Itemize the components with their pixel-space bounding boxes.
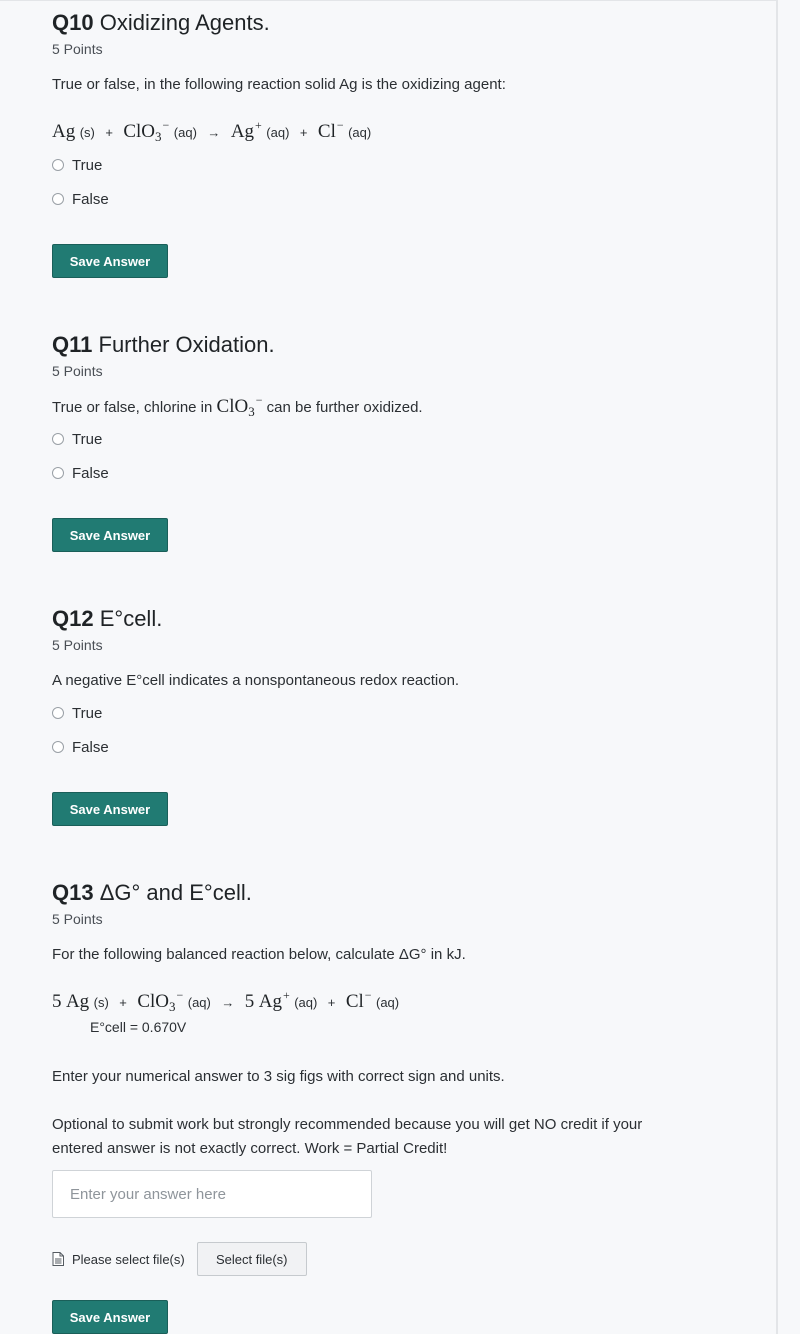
question-prompt: A negative E°cell indicates a nonspontaneous redox reaction. [52, 672, 460, 689]
question-heading: Oxidizing Agents. [99, 10, 270, 35]
save-answer-button[interactable]: Save Answer [52, 244, 168, 278]
question-11 [52, 332, 752, 380]
option-true[interactable]: True [52, 702, 102, 724]
save-answer-button[interactable]: Save Answer [52, 792, 168, 826]
work-note-line-2: entered answer is not exactly correct. Work = Partial Credit! [52, 1140, 448, 1157]
reaction-equation: 5 Ag (s) + ClO$_3$− (aq) → 5 Ag+ (aq) + Cl− (aq) [52, 988, 400, 1014]
option-true[interactable]: True [52, 428, 102, 450]
radio-button[interactable] [52, 707, 64, 719]
question-number: Q11 [52, 332, 93, 357]
save-answer-button[interactable]: Save Answer [52, 1300, 168, 1334]
question-number: Q13 [52, 880, 94, 905]
option-false[interactable]: False [52, 188, 109, 210]
question-points: 5 Points [52, 41, 103, 57]
question-number: Q12 [52, 606, 94, 631]
reaction-arrow-icon: → [207, 125, 221, 140]
reaction-equation: Ag (s) + ClO$_3$− (aq) → Ag+ (aq) + Cl− (aq) [52, 118, 372, 144]
file-status-label: Please select file(s) [72, 1251, 185, 1267]
question-prompt: True or false, in the following reaction solid Ag is the oxidizing agent: [52, 76, 506, 93]
option-false[interactable]: False [52, 736, 109, 758]
radio-button[interactable] [52, 433, 64, 445]
save-answer-button[interactable]: Save Answer [52, 518, 168, 552]
question-10 [52, 10, 752, 58]
radio-button[interactable] [52, 193, 64, 205]
radio-button[interactable] [52, 159, 64, 171]
work-note-line-1: Optional to submit work but strongly recommended because you will get NO credit if your [52, 1116, 643, 1133]
file-upload-row [52, 1242, 307, 1276]
question-heading: E°cell. [99, 606, 163, 631]
option-false[interactable]: False [52, 462, 109, 484]
question-points: 5 Points [52, 911, 103, 927]
question-title [52, 880, 752, 906]
reaction-arrow-icon: → [221, 995, 235, 1010]
question-13 [52, 880, 752, 928]
answer-instruction: Enter your numerical answer to 3 sig figs with correct sign and units. [52, 1068, 505, 1085]
document-icon [52, 1252, 64, 1266]
question-prompt: For the following balanced reaction below, calculate ΔG° in kJ. [52, 946, 466, 963]
question-12 [52, 606, 752, 654]
scrollbar-track[interactable] [776, 0, 778, 1334]
answer-input[interactable] [52, 1170, 372, 1218]
radio-button[interactable] [52, 467, 64, 479]
question-number: Q10 [52, 10, 94, 35]
question-points: 5 Points [52, 363, 103, 379]
question-title [52, 10, 752, 36]
top-divider [0, 0, 777, 1]
question-heading: Further Oxidation. [98, 332, 275, 357]
ecell-value: E°cell = 0.670V [90, 1019, 187, 1035]
question-points: 5 Points [52, 637, 103, 653]
question-title [52, 606, 752, 632]
select-files-button[interactable]: Select file(s) [197, 1242, 307, 1276]
question-prompt: True or false, chlorine in ClO$_3$− can be further oxidized. [52, 393, 423, 419]
question-title [52, 332, 752, 358]
radio-button[interactable] [52, 741, 64, 753]
question-heading: ΔG° and E°cell. [99, 880, 252, 905]
option-true[interactable]: True [52, 154, 102, 176]
